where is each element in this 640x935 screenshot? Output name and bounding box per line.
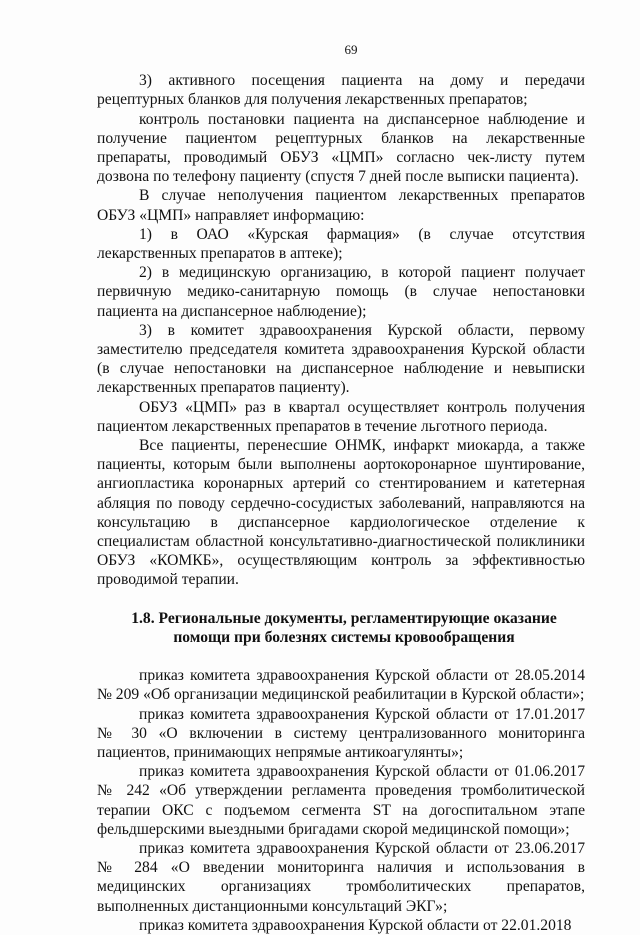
page-number: 69 <box>344 42 358 57</box>
section-heading-line-2: помощи при болезнях системы кровообращения <box>173 628 515 646</box>
paragraph-item-committee: 3) в комитет здравоохранения Курской области, первому заместителю председателя комитета здравоохранения Курской области (в случае непостановки на диспансерное наблюдение и невыписки лекарственных препаратов пациенту). <box>97 321 585 397</box>
order-item: приказ комитета здравоохранения Курской области от 01.06.2017 № 242 «Об утверждении регламента проведения тромболитической терапии ОКС с подъемом сегмента ST на догоспитальном этапе фельдшерскими выездными бригадами скорой медицинской помощи»; <box>97 763 585 838</box>
section-heading-line-1: 1.8. Региональные документы, регламентирующие оказание <box>131 609 557 627</box>
order-item: приказ комитета здравоохранения Курской области от 28.05.2014 № 209 «Об организации медицинской реабилитации в Курской области»; <box>97 667 585 704</box>
paragraph-item-pharmacy: 1) в ОАО «Курская фармация» (в случае отсутствия лекарственных препаратов в аптеке); <box>97 225 585 263</box>
paragraph-all-patients: Все пациенты, перенесшие ОНМК, инфаркт миокарда, а также пациенты, которым были выполнены аортокоронарное шунтирование, ангиопластика коронарных артерий со стентированием и катетерная абляция по поводу сердечно-сосудистых заболеваний, направляются на консультацию в диспансерное кардиологическое отделение к специалистам областной консультативно-диагностической поликлиники ОБУЗ «КОМКБ», осуществляющим контроль за эффективностью проводимой терапии. <box>97 437 585 589</box>
paragraph-quarterly-control: ОБУЗ «ЦМП» раз в квартал осуществляет контроль получения пациентом лекарственных препаратов в течение льготного периода. <box>97 398 585 435</box>
order-item: приказ комитета здравоохранения Курской области от 22.01.2018 <box>139 916 572 934</box>
section-heading <box>97 609 585 647</box>
paragraph-non-receipt: В случае неполучения пациентом лекарственных препаратов ОБУЗ «ЦМП» направляет информацию: <box>97 187 585 224</box>
paragraph-item-medical-org: 2) в медицинскую организацию, в которой пациент получает первичную медико-санитарную помощь (в случае непостановки пациента на диспансерное наблюдение); <box>97 264 585 320</box>
order-item: приказ комитета здравоохранения Курской области от 17.01.2017 № 30 «О включении в систему централизованного мониторинга пациентов, принимающих непрямые антикоагулянты»; <box>97 705 585 761</box>
paragraph-active-visit: 3) активного посещения пациента на дому и передачи рецептурных бланков для получения лекарственных препаратов; <box>97 72 585 109</box>
order-item: приказ комитета здравоохранения Курской области от 23.06.2017 № 284 «О введении мониторинга наличия и использования в медицинских организациях тромболитических препаратов, выполненных дистанционными консультаций ЭКГ»; <box>97 839 585 915</box>
paragraph-control-registration: контроль постановки пациента на диспансерное наблюдение и получение пациентом рецептурных бланков на лекарственные препараты, проводимый ОБУЗ «ЦМП» согласно чек-листу путем дозвона по телефону пациенту (спустя 7 дней после выписки пациента). <box>97 110 585 186</box>
